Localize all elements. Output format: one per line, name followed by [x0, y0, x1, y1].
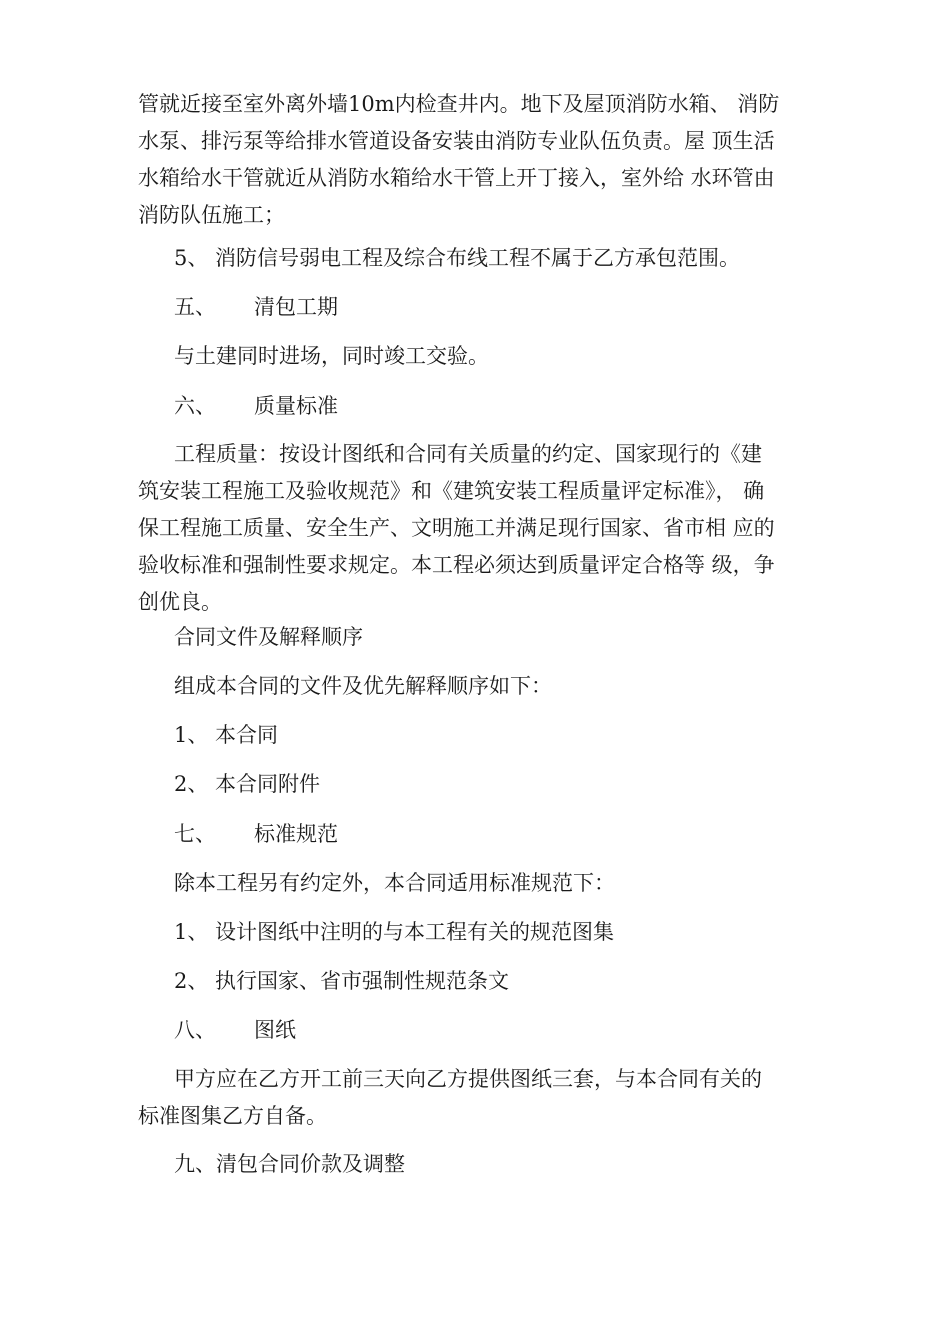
section-title: 标准规范	[254, 822, 338, 846]
text-line: 2、 执行国家、省市强制性规范条文	[174, 969, 510, 993]
text-line: 除本工程另有约定外，本合同适用标准规范下：	[174, 871, 615, 895]
text-line: 标准图集乙方自备。	[138, 1104, 327, 1128]
text-line: 创优良。	[138, 590, 222, 614]
section-number: 八、	[174, 1018, 216, 1042]
text-line: 保工程施工质量、安全生产、文明施工并满足现行国家、省市相 应的	[138, 516, 775, 540]
text-line: 消防队伍施工；	[138, 203, 285, 227]
text-line: 水泵、排污泵等给排水管道设备安装由消防专业队伍负责。屋 顶生活	[138, 129, 775, 153]
section-6-body	[138, 436, 828, 621]
section-7-intro	[138, 865, 864, 902]
section-7-item-2	[138, 963, 864, 1000]
text-line: 合同文件及解释顺序	[174, 625, 363, 649]
paragraph-plumbing-scope	[138, 86, 828, 234]
section-number: 六、	[174, 394, 216, 418]
text-line: 2、 本合同附件	[174, 772, 321, 796]
contract-docs-item-1	[138, 717, 864, 754]
text-line: 工程质量：按设计图纸和合同有关质量的约定、国家现行的《建	[174, 442, 762, 466]
section-8-heading	[138, 1012, 864, 1049]
section-5-heading	[138, 289, 864, 326]
text-line: 筑安装工程施工及验收规范》和《建筑安装工程质量评定标准》， 确	[138, 479, 765, 503]
contract-docs-heading	[138, 619, 864, 656]
text-line: 验收标准和强制性要求规定。本工程必须达到质量评定合格等 级，争	[138, 553, 775, 577]
text-line: 水箱给水干管就近从消防水箱给水干管上开丁接入，室外给 水环管由	[138, 166, 775, 190]
text-line: 1、 设计图纸中注明的与本工程有关的规范图集	[174, 920, 615, 944]
section-6-heading	[138, 388, 864, 425]
section-8-body	[138, 1061, 828, 1135]
text-line: 5、 消防信号弱电工程及综合布线工程不属于乙方承包范围。	[174, 246, 741, 270]
section-number: 五、	[174, 295, 216, 319]
text-line: 与土建同时进场，同时竣工交验。	[174, 344, 489, 368]
contract-docs-intro	[138, 668, 864, 705]
section-5-body	[138, 338, 864, 375]
section-7-item-1	[138, 914, 864, 951]
text-line: 组成本合同的文件及优先解释顺序如下：	[174, 674, 552, 698]
section-number: 七、	[174, 822, 216, 846]
text-line: 九、清包合同价款及调整	[174, 1152, 405, 1176]
text-line: 1、 本合同	[174, 723, 279, 747]
contract-docs-item-2	[138, 766, 864, 803]
item-5	[138, 240, 864, 277]
text-line: 管就近接至室外离外墙10m内检查井内。地下及屋顶消防水箱、 消防	[138, 92, 780, 116]
section-7-heading	[138, 816, 864, 853]
section-9-heading	[138, 1146, 864, 1183]
section-title: 质量标准	[254, 394, 338, 418]
text-line: 甲方应在乙方开工前三天向乙方提供图纸三套，与本合同有关的	[174, 1067, 762, 1091]
section-title: 清包工期	[254, 295, 338, 319]
section-title: 图纸	[254, 1018, 296, 1042]
